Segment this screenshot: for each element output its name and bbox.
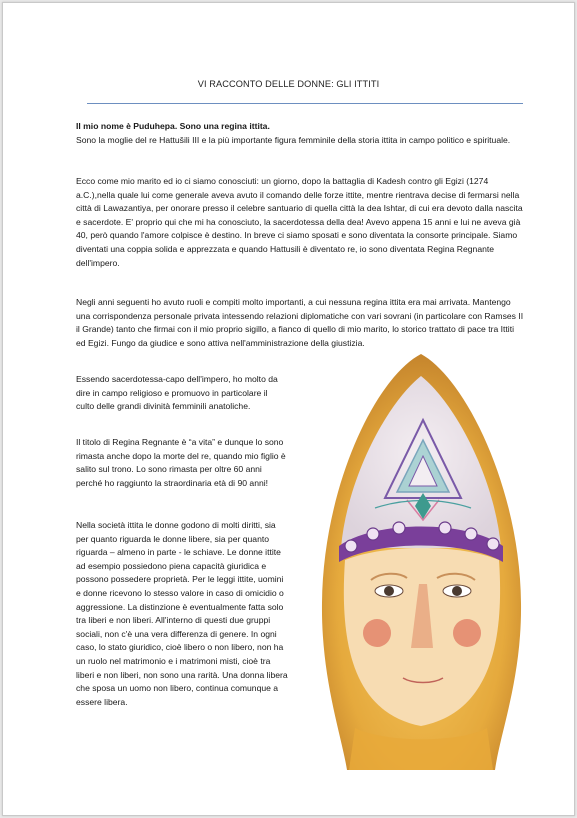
intro-heading: Il mio nome è Puduhepa. Sono una regina ittita. bbox=[76, 121, 270, 131]
intro-block bbox=[76, 120, 524, 147]
paragraph-meeting: Ecco come mio marito ed io ci siamo conosciuti: un giorno, dopo la battaglia di Kadesh contro gli Egizi (1274 a.C.),nella quale lui come generale aveva avuto il comando delle forze ittite, mentre rientrava decise di fermarsi nella città di Lawazantiya, per onorare presso il celebre santuario di quella città la dea Ishtar, di cui era devoto dalla nascita e sacerdote. E' proprio qui che mi ha conosciuto, la sacerdotessa della dea! Avevo appena 15 anni e lui ne aveva già 40, però quando l'amore colpisce è destino. In breve ci siamo sposati e sono diventata la consorte principale. Siamo diventati una coppia solida e apprezzata e quando Hattusili è diventato re, io sono diventata Regina Regnante dell'impero. bbox=[76, 176, 523, 268]
paragraph-women-rights: Nella società ittita le donne godono di molti diritti, sia per quanto riguarda le donne libere, sia per quanto riguarda – almeno in parte - le schiave. Le donne ittite ad esempio possiedono piena capacità giuridica e possono possedere proprietà. Per le leggi ittite, uomini e donne ricevono lo stesso valore in caso di omicidio o aggressione. La distinzione è eventualmente fatta solo tra liberi e non liberi. All'interno di questi due gruppi sociali, non c'è una vera differenza di genere. In ogni caso, lo stato giuridico, cioè libero o non libero, non ha un ruolo nel matrimonio e i matrimoni misti, cioè tra liberi e non liberi, non sono una rarità. Una donna libera che sposa un uomo non libero, continua comunque a essere libera. bbox=[76, 520, 288, 707]
title-divider bbox=[87, 103, 523, 104]
document-page bbox=[2, 2, 575, 816]
paragraph-title-for-life: Il titolo di Regina Regnante è “a vita” e dunque lo sono rimasta anche dopo la morte del re, quando mio figlio è salito sul trono. Lo sono rimasta per oltre 60 anni perché ho raggiunto la straordinaria età di 90 anni! bbox=[76, 437, 286, 488]
cheek-left bbox=[363, 619, 391, 647]
intro-text: Sono la moglie del re Hattušili III e la più importante figura femminile della storia ittita in campo politico e spirituale. bbox=[76, 134, 511, 145]
cheek-right bbox=[453, 619, 481, 647]
paragraph-roles: Negli anni seguenti ho avuto ruoli e compiti molto importanti, a cui nessuna regina ittita era mai arrivata. Mantengo una corrispondenza personale privata intessendo relazioni diplomatiche con vari sovrani (in particolare con Ramses II il Grande) tanto che firmai con il mio proprio sigillo, a fianco di quello di mio marito, lo storico trattato di pace tra Ittiti ed Egizi. Fungo da giudice e sono attiva nell'amministrazione della giustizia. bbox=[76, 297, 524, 348]
paragraph-religion: Essendo sacerdotessa-capo dell'impero, ho molto da dire in campo religioso e promuovo in particolare il culto delle grandi divinità femminili anatoliche. bbox=[76, 374, 278, 412]
page-title: VI RACCONTO DELLE DONNE: GLI ITTITI bbox=[197, 79, 380, 89]
queen-portrait-painting bbox=[315, 348, 527, 773]
